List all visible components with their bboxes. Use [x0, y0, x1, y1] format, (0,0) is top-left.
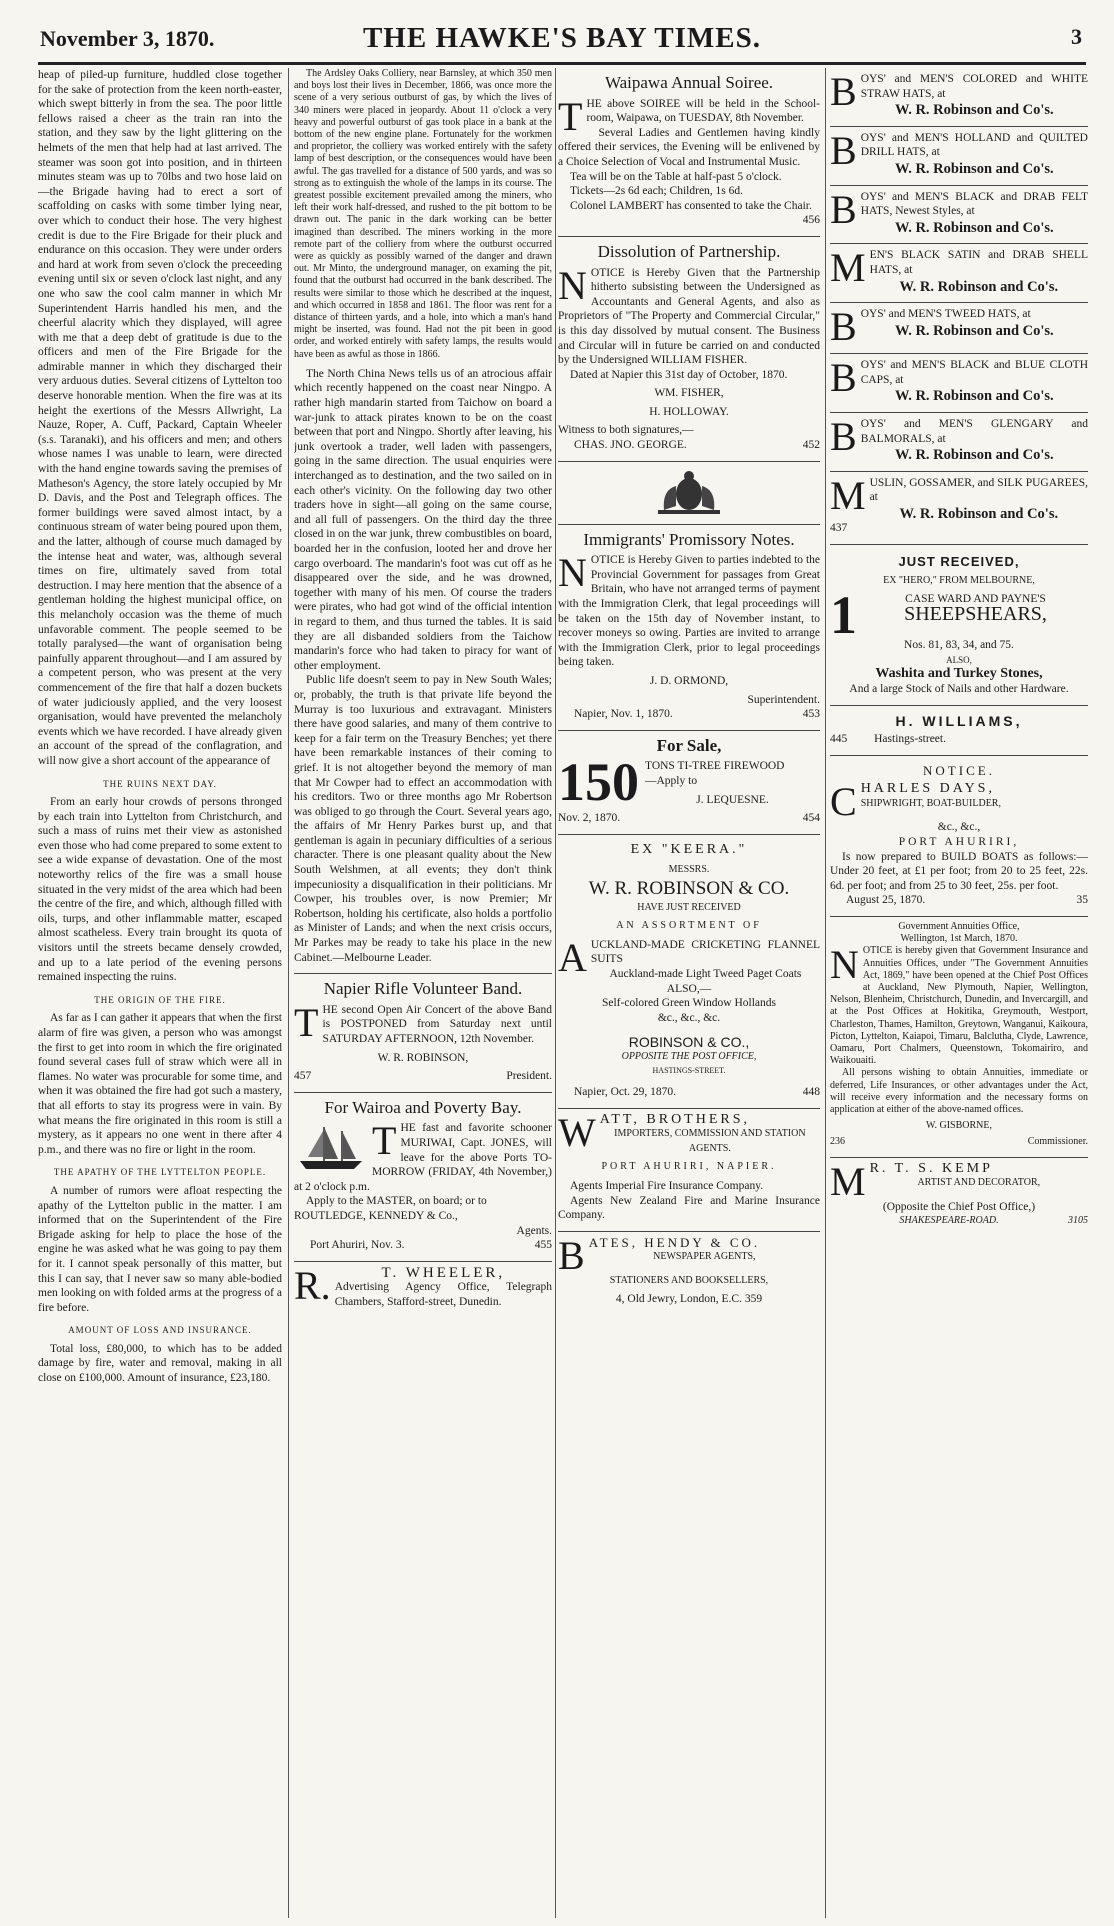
robinson-name: W. R. Robinson and Co's.	[895, 160, 1054, 177]
article-paragraph: A number of rumors were afloat respecting the apathy of the Lyttelton public in the matter. I am informed that on the Superintendent of the Fire Brigade asking for help to place the hose of the engine he was asked what he was going to pay them for it. I cannot speak personally of this matter, but this I can say, that I never saw so many able-bodied men looking on with folded arms at the progress of a fire before.	[38, 1184, 282, 1314]
advert-date: Napier, Oct. 29, 1870.	[574, 1086, 677, 1099]
drop-cap: B	[830, 413, 857, 459]
advert-agents: Agents.	[516, 1224, 552, 1237]
advert-line: Nos. 81, 83, 34, and 75.	[904, 639, 1014, 652]
advert-signature: J. D. ORMOND,	[649, 675, 729, 687]
advert-dated: Dated at Napier this 31st day of October, 1870.	[570, 368, 788, 381]
advert-name: T. WHEELER,	[381, 1264, 506, 1281]
bates-advert	[558, 1232, 820, 1307]
advert-number: 437	[830, 522, 848, 535]
advert-line: Agents New Zealand Fire and Marine Insurance Company.	[558, 1194, 820, 1222]
section-heading: AMOUNT OF LOSS AND INSURANCE.	[68, 1325, 252, 1336]
advert-line: Agents Imperial Fire Insurance Company.	[570, 1180, 764, 1193]
advert-name: R. T. S. KEMP	[869, 1160, 993, 1176]
advert-signature: J. LEQUESNE.	[696, 793, 769, 806]
advert-title: For Wairoa and Poverty Bay.	[324, 1097, 522, 1117]
advert-line: Wellington, 1st March, 1870.	[900, 933, 1018, 945]
robinson-name: W. R. Robinson and Co's.	[899, 505, 1059, 522]
advert-line: Washita and Turkey Stones,	[875, 666, 1043, 682]
sheepshears-advert	[830, 545, 1088, 706]
advert-line: PORT AHURIRI, NAPIER.	[601, 1161, 777, 1173]
advert-line: STATIONERS AND BOOKSELLERS,	[609, 1274, 769, 1286]
advert-firm: ROBINSON & CO.,	[628, 1034, 750, 1051]
drop-cap: M	[830, 1158, 866, 1204]
kemp-advert	[830, 1158, 1088, 1229]
robinson-name: W. R. Robinson and Co's.	[895, 447, 1054, 464]
advert-date: August 25, 1870.	[846, 894, 926, 907]
advert-line: IMPORTERS, COMMISSION AND STATION AGENTS.	[614, 1128, 806, 1154]
advert-line: PORT AHURIRI,	[898, 836, 1020, 848]
section-heading: THE APATHY OF THE LYTTELTON PEOPLE.	[53, 1167, 267, 1178]
drop-cap: B	[830, 355, 857, 401]
advert-witness-name: CHAS. JNO. GEORGE.	[574, 439, 687, 452]
advert-role: Superintendent.	[747, 693, 820, 706]
robinson-name: W. R. Robinson and Co's.	[895, 219, 1054, 236]
hat-item: EN'S BLACK SATIN and DRAB SHELL HATS, at	[869, 249, 1088, 276]
advert-body: HE above SOIREE will be held in the School-room, Waipawa, on TUESDAY, 8th November.	[586, 97, 820, 125]
drop-cap: W	[558, 1109, 596, 1155]
advert-title: Immigrants' Promissory Notes.	[583, 529, 795, 549]
advert-firm: ROUTLEDGE, KENNEDY & Co.,	[294, 1209, 458, 1222]
advert-body: HE fast and favorite schooner MURIWAI, Capt. JONES, will leave for the above Ports TO-MORROW (FRIDAY, 4th November,) at 2 o'clock p.m.	[294, 1122, 552, 1193]
hat-item: OYS' and MEN'S BLACK and DRAB FELT HATS, Newest Styles, at	[860, 190, 1088, 218]
drop-cap: T	[558, 93, 583, 139]
column-1	[38, 68, 282, 1918]
advert-title: EX "KEERA."	[630, 841, 748, 857]
advert-name: HARLES DAYS,	[860, 781, 995, 797]
wheeler-advert	[294, 1262, 552, 1310]
advert-line: &c., &c., &c.	[657, 1011, 721, 1024]
hat-advert	[830, 186, 1088, 245]
advert-title: ATT, BROTHERS,	[599, 1111, 751, 1127]
advert-signature: H. HOLLOWAY.	[649, 405, 729, 418]
dissolution-advert	[558, 237, 820, 462]
advert-number: 236	[830, 1136, 845, 1148]
advert-line: Auckland-made Light Tweed Paget Coats	[609, 967, 802, 980]
hat-advert	[830, 68, 1088, 127]
robinson-name: W. R. Robinson and Co's.	[895, 322, 1054, 339]
column-divider	[825, 68, 826, 1918]
hat-advert	[830, 244, 1088, 303]
advert-number: 456	[802, 214, 820, 227]
advert-line: HAVE JUST RECEIVED	[637, 901, 741, 913]
advert-line: ARTIST AND DECORATOR,	[917, 1177, 1041, 1189]
advert-title: Waipawa Annual Soiree.	[604, 73, 774, 92]
advert-body: OTICE is hereby given that Government Insurance and Annuities Offices, under "The Government Annuities Act, 1869," have been opened at the Chief Post Offices at Auckland, New Plymouth, Napier, Wellington, Nelson, Blenheim, Christchurch, Dunedin, and Invercargill, and at the Post Offices at Hokitika, Greymouth, Westport, Charleston, Thames, Hamilton, Greytown, Wanganui, Kaikoura, Picton, Lyttelton, Kaiapoi, Timaru, Balclutha, Clyde, Lawrence, Oamaru, Port Chalmers, Queenstown, Tokomairiro, and Waikouaiti.	[830, 945, 1088, 1067]
robinson-name: W. R. Robinson and Co's.	[899, 278, 1059, 295]
hat-item: OYS' and MEN'S TWEED HATS, at	[860, 308, 1031, 321]
advert-number: 3105	[1068, 1215, 1088, 1227]
advert-line: —Apply to	[645, 774, 698, 787]
schooner-icon	[294, 1121, 368, 1173]
hat-item: OYS' and MEN'S GLENGARY and BALMORALS, at	[860, 417, 1088, 445]
wairoa-advert	[294, 1093, 552, 1262]
band-advert	[294, 973, 552, 1093]
advert-number: 359	[744, 1293, 763, 1306]
advert-line: TONS TI-TREE FIREWOOD	[645, 760, 785, 773]
advert-name: H. WILLIAMS,	[895, 712, 1023, 729]
drop-cap: C	[830, 779, 857, 825]
quantity-figure: 1	[830, 585, 857, 646]
advert-body: Is now prepared to BUILD BOATS as follows:—Under 20 feet, at £1 per foot; from 20 to 25 feet, 22s. 6d. per foot; and from 25 to 30 feet, 25s. per foot.	[830, 850, 1088, 892]
advert-title: For Sale,	[656, 735, 722, 755]
ningpo-article: The North China News tells us of an atrocious affair which recently happened on the coast near Ningpo. A rather high mandarin started from Taichow on board a war-junk to attack pirates known to be on the coast between that port and Ningpo. Shortly after leaving, his junk overtook a trader, well laden with passengers, going in the same direction. The usual enquiries were interchanged as to destination, and the two sailed on in each other's vicinity. On the following day two other traders hove in sight—all going on the same course, and all full of passengers. On the third day the three closed in on the war junk, threw combustibles on board, boarded her in the confusion, looted her and drove her cargo overboard. The mandarin's foot was cut off as he disappeared over the side, and he was drowned, together with many of his men. Of course the traders were pirates, who had got wind of the official intention in regard to them, and thus turned the tables. It is said they are all disbanded soldiers from the Taichow mandarin's force who had taken to piracy for want of other employment.	[294, 367, 552, 672]
advert-body: OTICE is Hereby Given that the Partnership hitherto subsisting between the Undersigned as Accountants and General Agents, and also as Proprietors of "The Property and Commercial Circular," is this day dissolved by mutual consent. The Business and Circular will in future be carried on and conducted by the Undersigned WILLIAM FISHER.	[558, 266, 820, 367]
for-sale-advert	[558, 731, 820, 835]
advert-number: 453	[802, 708, 820, 721]
column-divider	[288, 68, 289, 1918]
advert-date: Nov. 2, 1870.	[558, 812, 621, 825]
advert-signature: W. GISBORNE,	[925, 1120, 993, 1132]
hat-advert	[830, 127, 1088, 186]
drop-cap: T	[294, 999, 319, 1045]
drop-cap: T	[372, 1118, 397, 1164]
hat-item: OYS' and MEN'S HOLLAND and QUILTED DRILL HATS, at	[860, 131, 1088, 159]
advert-title: ATES, HENDY & CO.	[588, 1234, 761, 1250]
advert-line: EX "HERO," FROM MELBOURNE,	[883, 574, 1035, 586]
advert-line: SHAKESPEARE-ROAD.	[899, 1215, 999, 1227]
keera-advert	[558, 835, 820, 1109]
section-heading: THE RUINS NEXT DAY.	[103, 778, 217, 789]
nsw-article: Public life doesn't seem to pay in New South Wales; or, probably, the truth is that private life beyond the Murray is too luxurious and extravagant. Ministers there have good salaries, and many of them contrive to keep for a fair term on the Treasury Benches; yet there have been remarkable instances of their coming to grief. It is not altogether beyond the memory of man that Mr Cowper had to effect an accommodation with his creditors. Two or three months ago Mr Robertson was obliged to go through the Court. Several years ago, the affairs of Mr Henry Parkes burst up, and that gentleman is again in pecuniary difficulties of a serious character. There is one pleasant quality about the New South Welshmen, at all events; they don't think impecuniosity a disqualification in their politicians. Mr Cowper, his troubles over, is now Premier; Mr Robertson, holding his certificate, also holds a portfolio as Minister of Lands; and when the next crisis occurs, Mr Parkes may be ready to take his place in the new Cabinet.—Melbourne Leader.	[294, 674, 552, 964]
advert-line: Government Annuities Office,	[898, 920, 1020, 932]
advert-line: CASE WARD AND PAYNE'S	[905, 593, 1046, 606]
drop-cap: A	[558, 934, 587, 980]
masthead	[38, 10, 1086, 56]
article-paragraph: heap of piled-up furniture, huddled close together for the sake of protection from the keen north-easter, which swept bitterly in from the sea. The poor little fellows raised a cheer as the train ran into the station, and they saw by the light glittering on the helmets of the men that help had at last arrived. The steamer was soon got into position, and in thirteen minutes steam was up to 70lbs and two hose laid on—the Brigade having had to erect a sort of scaffolding on casks with some timber lying near, over which to conduct their hose. The very highest credit is due to the Fire Brigade for their pluck and endurance on this occasion. They were under orders and hard at work from seven o'clock the preceeding evening until six or seven o'clock last night, and any one who saw the cool calm manner in which Mr Superintendent Harris handled his men, and the cheerful alacrity which they displayed, will agree with me that a deep debt of gratitude is due to the officers and men of the Fire Brigade for the admirable manner in which they discharged their very arduous duties. Several citizens of Lyttelton too deserve honorable mention. When the fire was at its height the exertions of the Messrs Allwright, La Nauze, Roper, A. Cuff, Packard, Captain Wheeler (s.s. Taranaki), and his officers and men; and others whose names I was unable to learn, were directed with the hand engine towards saving the premises of Matheson's Agency, the store lately occupied by Mr D. Davis, and the Post and Telegraph offices. The former buildings were saved almost intact, by a continuous stream of water being poured upon them, and the latter, although of course much damaged by the intense heat and water, was, although several times on fire, ultimately saved from total destruction. I may here mention that the absence of a gentleman holding the highest municipal office, on this melancholy occasion was the theme of much unfavorable comment. The people seemed to be totally paralysed—the want of organisation being painfully apparent throughout—and I am assured by a competent person, who was present at the very commencement of the fire that half a dozen buckets of water judiciously applied, and the very loosest organisation, would have prevented the melancholy events which we have recorded. I have already given an account of the spread of the conflagration, and will now give a short account of the appearance of	[38, 69, 282, 767]
advert-line: ALSO,	[946, 654, 972, 665]
column-2	[294, 68, 552, 1918]
advert-place: Port Ahuriri, Nov. 3.	[310, 1239, 405, 1252]
drop-cap: N	[558, 550, 587, 596]
advert-line: ALSO,—	[666, 982, 712, 995]
advert-body: Advertising Agency Office, Telegraph Chambers, Stafford-street, Dunedin.	[334, 1281, 552, 1308]
advert-street: Hastings-street.	[874, 733, 946, 746]
quantity-figure: 150	[558, 752, 639, 813]
advert-body: OTICE is Hereby Given to parties indebted to the Provincial Government for passages from Great Britain, who have not arranged terms of payment with the Immigration Clerk, that legal proceedings will be taken on the 15th day of November instant, to recover moneys so owing. Parties are invited to arrange with the Immigration Clerk, prior to legal proceedings being taken.	[558, 554, 820, 669]
advert-title: NOTICE.	[923, 762, 995, 778]
advert-apply: Apply to the MASTER, on board; or to	[306, 1195, 487, 1208]
advert-line: And a large Stock of Nails and other Hardware.	[849, 683, 1069, 696]
column-divider	[555, 68, 556, 1918]
page-number: 3	[1071, 24, 1082, 49]
williams-advert	[830, 706, 1088, 756]
issue-date: November 3, 1870.	[40, 26, 215, 51]
waipawa-advert	[558, 68, 820, 237]
advert-number: 445	[830, 733, 848, 746]
hat-item: USLIN, GOSSAMER, and SILK PUGAREES, at	[869, 476, 1088, 504]
advert-signature: W. R. ROBINSON,	[377, 1051, 469, 1064]
masthead-rule	[38, 62, 1086, 65]
advert-line: NEWSPAPER AGENTS,	[653, 1251, 756, 1263]
drop-cap: B	[558, 1232, 585, 1278]
advert-number: 448	[802, 1086, 820, 1099]
hat-advert	[830, 472, 1088, 545]
advert-line: 4, Old Jewry, London, E.C.	[615, 1293, 742, 1306]
advert-signature: WM. FISHER,	[654, 387, 724, 400]
advert-number: 457	[294, 1070, 312, 1083]
article-paragraph: Total loss, £80,000, to which has to be added damage by fire, water and removal, making in all close on £100,000. Amount of insurance, £23,180.	[38, 1342, 282, 1385]
advert-paragraph: All persons wishing to obtain Annuities, immediate or deferred, Life Insurances, or other advantages under the Act, will receive every information and the necessary forms on application at either of the above-named offices.	[830, 1067, 1088, 1116]
advert-number: 454	[802, 812, 820, 825]
column-3	[558, 68, 820, 1918]
advert-messrs: MESSRS.	[668, 864, 710, 876]
immigrants-advert	[558, 524, 820, 731]
drop-cap: R.	[294, 1262, 331, 1308]
advert-line: UCKLAND-MADE CRICKETING FLANNEL SUITS	[590, 938, 820, 966]
article-paragraph: From an early hour crowds of persons thronged by each train into Lyttelton from Christchurch, and such a mass of ruins met their view as astonished even those who had come prepared to some extent to see a wide expanse of devastation. One of the most noteworthy relics of the fire was a small house situated in the very midst of the area which had been the centre of the fire, and which, although filled with oils, turps, and other inflammable matter, escaped almost scatheless. Every train brought its quota of visitors until the streets became densely crowded, and up to a late period of the evening persons remained inspecting the ruins.	[38, 796, 282, 984]
drop-cap: M	[830, 245, 866, 291]
section-heading: THE ORIGIN OF THE FIRE.	[94, 994, 226, 1005]
drop-cap: N	[558, 262, 587, 308]
advert-title: Dissolution of Partnership.	[597, 241, 781, 261]
advert-line: Self-colored Green Window Hollands	[601, 997, 777, 1010]
robinson-name: W. R. Robinson and Co's.	[895, 102, 1054, 119]
days-advert	[830, 756, 1088, 917]
hat-item: OYS' and MEN'S COLORED and WHITE STRAW HATS, at	[860, 73, 1088, 100]
advert-body: HE second Open Air Concert of the above Band is POSTPONED from Saturday next until SATURDAY AFTERNOON, 12th November.	[322, 1003, 552, 1045]
hat-advert	[830, 303, 1088, 354]
advert-title: Napier Rifle Volunteer Band.	[323, 979, 523, 999]
advert-paragraph: Tickets—2s 6d each; Children, 1s 6d.	[570, 185, 744, 198]
advert-title: JUST RECEIVED,	[898, 554, 1020, 570]
watt-advert	[558, 1109, 820, 1232]
coat-of-arms-icon	[644, 470, 734, 516]
colliery-article: The Ardsley Oaks Colliery, near Barnsley, at which 350 men and boys lost their lives in December, 1866, was once more the scene of a very serious outburst of gas, by which the lives of 340 miners were placed in jeopardy. About 11 o'clock a very heavy and powerful outburst of gas took place in a bank at the bottom of the new engine plane. Fortunately for the workmen and proprietor, the colliery was worked entirely with the safety lamp of best description, or the consequences would have been awful. The gas travelled for a distance of 500 yards, and was so strong as to extinguish the whole of the lamps in its course. The greatest possible excitement prevailed among the miners, who left their work half-dressed, and rushed to the pit bottom to be drawn out. The panic in the dark working can be better imagined than described. The miners working in the more remote part of the colliery from where the outburst occurred were as quickly as possibly warned of the danger and drawn out. Mr Minto, the underground manager, on examing the pit, found that the outburst had occurred in the bank described. The results were similar to those which he described at the inquest, and which occurred in 1858 and 1861. The floor was rent for a distance of thirteen yards, and a hole, into which a man's hand might be inserted, was found. Had not the pit been in good order, and worked entirely with safety lamps, the results would have been as awful as those in 1866.	[294, 68, 552, 360]
advert-number: 452	[802, 439, 820, 452]
advert-number: 35	[1076, 894, 1088, 907]
advert-witness: Witness to both signatures,—	[558, 424, 694, 437]
column-4	[830, 68, 1088, 1918]
advert-number: 455	[534, 1239, 552, 1252]
newspaper-title: THE HAWKE'S BAY TIMES.	[362, 22, 762, 54]
hat-item: OYS' and MEN'S BLACK and BLUE CLOTH CAPS, at	[860, 359, 1088, 386]
advert-line: (Opposite the Chief Post Office,)	[882, 1200, 1036, 1213]
drop-cap: B	[830, 186, 857, 232]
article-paragraph: As far as I can gather it appears that when the first alarm of fire was given, a person who was amongst the first to get into room in which the fire originated found several cases full of straw which were all in flames. No water was procurable for some time, and when it was obtained the fire had got such a mastery, that all efforts to stay its progress were in vain. By what means the fire originated in this room is still a mystery, as it appears no one went in there after 4 p.m., and there was no fire or light in the room.	[38, 1012, 282, 1156]
advert-line: HASTINGS-STREET.	[652, 1066, 726, 1076]
annuities-advert	[830, 917, 1088, 1158]
advert-role: President.	[506, 1070, 552, 1083]
advert-firm: W. R. ROBINSON & CO.	[588, 877, 790, 899]
advert-line: OPPOSITE THE POST OFFICE,	[621, 1050, 757, 1062]
advert-paragraph: Colonel LAMBERT has consented to take the Chair.	[570, 199, 812, 212]
advert-role: Commissioner.	[1027, 1136, 1088, 1148]
drop-cap: B	[830, 304, 857, 350]
advert-paragraph: Tea will be on the Table at half-past 5 o'clock.	[570, 170, 782, 183]
drop-cap: N	[830, 942, 859, 988]
advert-line: SHIPWRIGHT, BOAT-BUILDER,	[860, 798, 1001, 809]
advert-line: &c., &c.,	[937, 821, 981, 834]
hat-advert	[830, 354, 1088, 413]
advert-place: Napier, Nov. 1, 1870.	[574, 708, 673, 721]
drop-cap: B	[830, 69, 857, 114]
drop-cap: B	[830, 127, 857, 173]
advert-paragraph: Several Ladies and Gentlemen having kindly offered their services, the Evening will be enlivened by a Choice Selection of Vocal and Instrumental Music.	[558, 126, 820, 168]
hat-advert	[830, 413, 1088, 472]
drop-cap: M	[830, 472, 866, 518]
advert-line: SHEEPSHEARS,	[904, 602, 1047, 625]
robinson-name: W. R. Robinson and Co's.	[895, 388, 1054, 405]
advert-line: AN ASSORTMENT OF	[616, 920, 762, 932]
